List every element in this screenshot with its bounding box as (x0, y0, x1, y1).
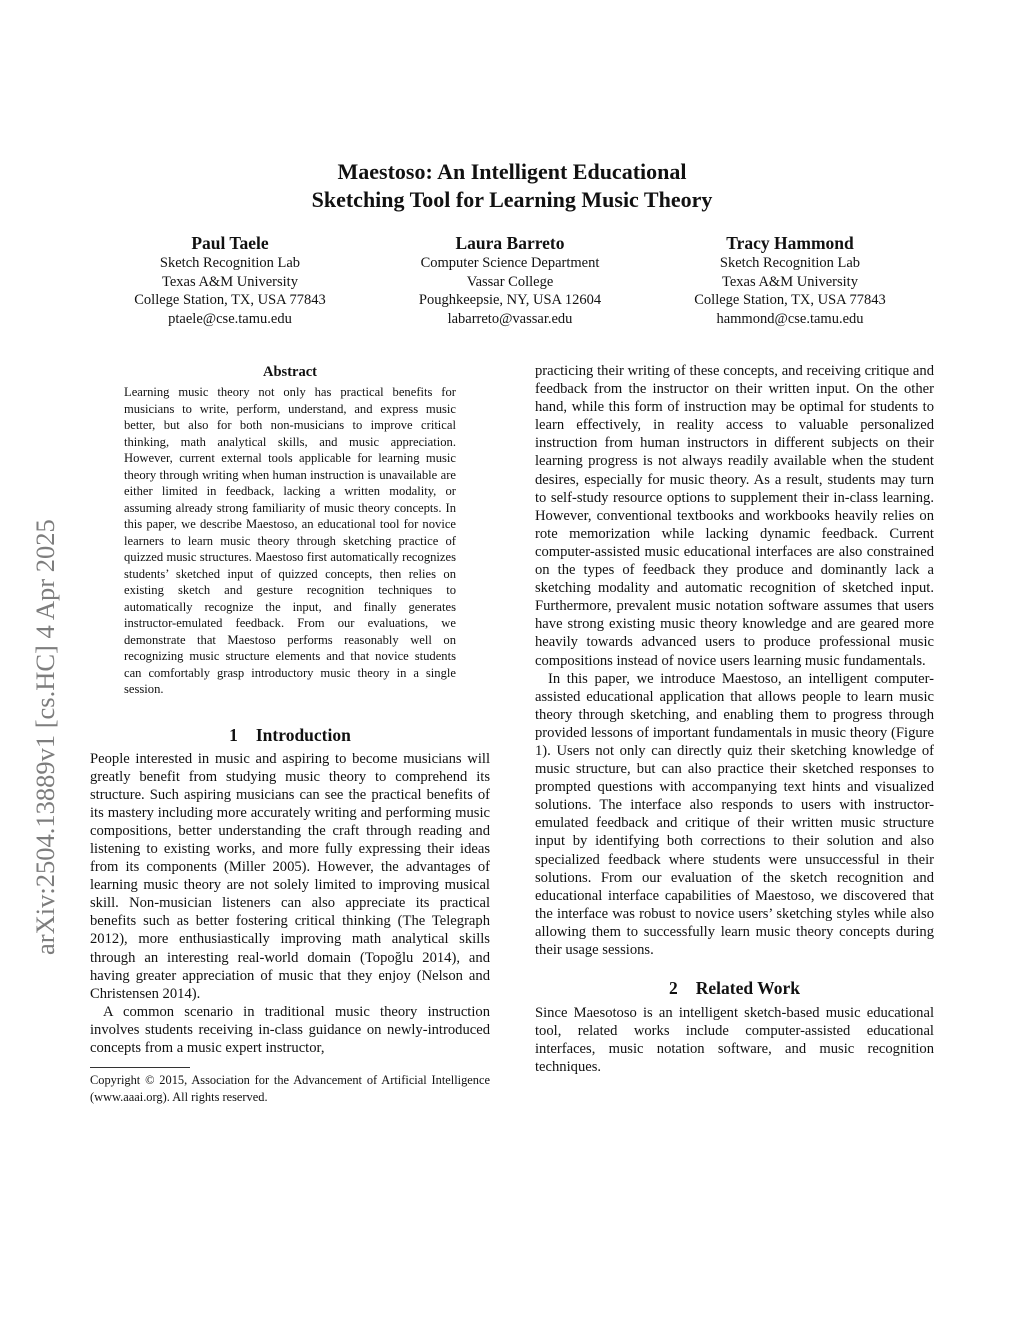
author-affiliation-address: College Station, TX, USA 77843 (134, 292, 326, 308)
author-affiliation-lab: Computer Science Department (420, 255, 600, 271)
footnote-rule (90, 1067, 190, 1068)
author-name: Paul Taele (191, 233, 269, 253)
section-number: 2 (669, 978, 678, 999)
author-name: Tracy Hammond (726, 233, 854, 253)
left-column (90, 362, 490, 1105)
section-number: 1 (229, 724, 238, 745)
intro-paragraph-2: A common scenario in traditional music theory instruction involves students receiving in-class guidance on newly-introduced concepts from a music expert instructor, (90, 1003, 490, 1056)
abstract-text: Learning music theory not only has practical benefits for musicians to write, perform, understand, and express music better, but also for both non-musicians to improve critical thinking, math analytical skills, and music appreciation. However, current external tools applicable for learning music theory through writing when human instruction is unavailable are either limited in feedback, lacking a written modality, or assuming already strong familiarity of music theory concepts. In this paper, we describe Maestoso, an educational tool for novice learners to learn music theory through sketching practice of quizzed music structures. Maestoso first automatically recognizes students’ sketched input of quizzed concepts, then relies on existing sketch and gesture recognition techniques to automatically recognize the input, and finally generates instructor-emulated feedback. From our evaluations, we demonstrate that Maestoso performs reasonably well on recognizing music structure elements and that novice students can comfortably grasp introductory music theory in a single session. (124, 385, 456, 696)
copyright-footnote: Copyright © 2015, Association for the Advancement of Artificial Intelligence (www.aaai.org). All rights reserved. (90, 1073, 490, 1104)
author-affiliation-institution: Vassar College (466, 273, 554, 290)
author-affiliation-address: Poughkeepsie, NY, USA 12604 (418, 292, 602, 308)
section-title: Introduction (255, 724, 351, 745)
intro-paragraph-2-continued: practicing their writing of these concepts, and receiving critique and feedback from the instructor on their written input. On the other hand, while this form of instruction may be optimal for students to learn effectively, in reality access to valuable personalized instruction from human instructors in different subjects on their learning progress is not always readily available when the student desires, especially for music theory. As a result, students may turn to self-study resource options to supplement their in-class learning. However, conventional textbooks and workbooks heavily relies on rote memorization while lacking dynamic feedback. Current computer-assisted music educational interfaces are also constrained on the types of feedback they produce and dominantly lack a sketching modality and automatic recognition of sketched input. Furthermore, prevalent music notation software assumes that users have strong existing music theory knowledge and are geared more heavily towards advanced users to produce professional music compositions instead of novice users learning music fundamentals. (535, 363, 934, 669)
arxiv-identifier (30, 362, 60, 955)
author-3 (660, 232, 920, 328)
abstract-heading: Abstract (263, 364, 317, 380)
author-1 (100, 232, 360, 328)
section-heading-introduction (90, 724, 490, 746)
author-block (100, 232, 920, 328)
intro-paragraph-3: In this paper, we introduce Maestoso, an intelligent computer-assisted educational application that allows people to learn music theory through sketching, and enabling them to progress through provided lessons of important fundamentals in music theory (Figure 1). Users not only can directly quiz their sketching knowledge of music structure, but can also practice their sketched responses to prompted questions with accompanying text hints and visualized solutions. The interface also responds to users with instructor-emulated feedback and critique of their written music structure input by identifying both corrections to their solution and also specialized feedback where students were unsuccessful in their solutions. From our evaluation of the sketch recognition and educational interface capabilities of Maestoso, we discovered that the interface was robust to novice users’ sketching styles while also allowing them to successfully learn music theory concepts during their usage sessions. (535, 670, 934, 958)
right-column (535, 362, 934, 1076)
paper-title (0, 158, 1024, 214)
author-affiliation-lab: Sketch Recognition Lab (159, 255, 301, 271)
arxiv-identifier-text: arXiv:2504.13889v1 [cs.HC] 4 Apr 2025 (30, 519, 60, 955)
author-name: Laura Barreto (455, 233, 565, 253)
section-heading-related-work (535, 977, 934, 999)
author-affiliation-address: College Station, TX, USA 77843 (694, 292, 886, 308)
author-email: ptaele@cse.tamu.edu (168, 310, 292, 327)
author-email: labarreto@vassar.edu (447, 310, 573, 327)
author-affiliation-institution: Texas A&M University (722, 273, 858, 290)
author-2 (380, 232, 640, 328)
author-affiliation-lab: Sketch Recognition Lab (719, 255, 861, 271)
title-line-2: Sketching Tool for Learning Music Theory (311, 187, 713, 212)
intro-paragraph-1: People interested in music and aspiring to become musicians will greatly benefit from studying music theory to comprehend its structure. Such aspiring musicians can see the practical benefits of its mastery including more accurately writing and performing music compositions, better understanding the craft through reading and listening to existing works, and more fully expressing their ideas from its components (Miller 2005). However, the advantages of learning music theory are not solely limited to improving musical skill. Non-musician listeners can also appreciate its practical benefits such as better fostering critical thinking (The Telegraph 2012), more enthusiastically improving math analytical skills through an interesting real-world domain (Topoğlu 2014), and having greater appreciation of music that they enjoy (Nelson and Christensen 2014). (90, 750, 490, 1002)
section-title: Related Work (695, 978, 800, 999)
title-line-1: Maestoso: An Intelligent Educational (337, 159, 687, 184)
author-email: hammond@cse.tamu.edu (716, 310, 864, 327)
author-affiliation-institution: Texas A&M University (162, 273, 298, 290)
related-paragraph-1: Since Maesotoso is an intelligent sketch-based music educational tool, related works include computer-assisted educational interfaces, music notation software, and music recognition techniques. (535, 1005, 934, 1076)
